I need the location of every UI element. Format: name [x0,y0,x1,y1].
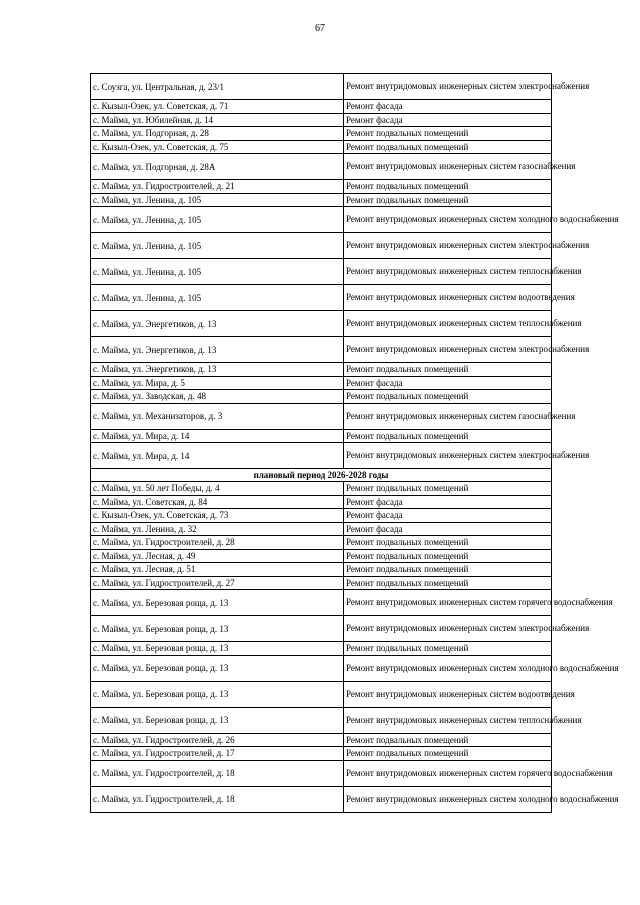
work-type-cell: Ремонт подвальных помещений [344,180,552,194]
table-row [91,140,552,154]
address-cell: с. Майма, ул. Лесная, д. 49 [91,549,344,563]
work-type-cell: Ремонт внутридомовых инженерных систем холодного водоснабжения [344,655,552,681]
table-row [91,403,552,429]
table-row [91,786,552,812]
table-row [91,74,552,100]
table-row [91,576,552,590]
address-cell: с. Майма, ул. Подгорная, д. 28А [91,154,344,180]
work-type-cell: Ремонт внутридомовых инженерных систем газоснабжения [344,403,552,429]
address-cell: с. Майма, ул. Мира, д. 14 [91,429,344,443]
address-cell: с. Майма, ул. Энергетиков, д. 13 [91,337,344,363]
address-cell: с. Майма, ул. Березовая роща, д. 13 [91,681,344,707]
table-row [91,193,552,207]
work-type-cell: Ремонт внутридомовых инженерных систем холодного водоснабжения [344,207,552,233]
table-row [91,337,552,363]
address-cell: с. Майма, ул. Мира, д. 5 [91,376,344,390]
section-header-group [91,469,552,482]
table-row [91,100,552,114]
address-cell: с. Майма, ул. Ленина, д. 32 [91,522,344,536]
address-cell: с. Майма, ул. Энергетиков, д. 13 [91,363,344,377]
work-type-cell: Ремонт подвальных помещений [344,747,552,761]
work-type-cell: Ремонт фасада [344,113,552,127]
work-type-cell: Ремонт подвальных помещений [344,140,552,154]
work-type-cell: Ремонт фасада [344,100,552,114]
address-cell: с. Майма, ул. 50 лет Победы, д. 4 [91,482,344,496]
work-type-cell: Ремонт внутридомовых инженерных систем газоснабжения [344,154,552,180]
work-type-cell: Ремонт внутридомовых инженерных систем водоотведения [344,285,552,311]
table-row [91,760,552,786]
table-row [91,259,552,285]
address-cell: с. Майма, ул. Ленина, д. 105 [91,285,344,311]
address-cell: с. Майма, ул. Юбилейная, д. 14 [91,113,344,127]
table-row [91,707,552,733]
work-type-cell: Ремонт внутридомовых инженерных систем горячего водоснабжения [344,590,552,616]
work-type-cell: Ремонт фасада [344,522,552,536]
table-row [91,285,552,311]
work-type-cell: Ремонт внутридомовых инженерных систем электроснабжения [344,233,552,259]
address-cell: с. Кызыл-Озек, ул. Советская, д. 73 [91,509,344,523]
address-cell: с. Майма, ул. Березовая роща, д. 13 [91,616,344,642]
table-row [91,113,552,127]
rows-planned-period [91,482,619,813]
address-cell: с. Майма, ул. Гидростроителей, д. 21 [91,180,344,194]
table-row [91,154,552,180]
work-type-cell: Ремонт фасада [344,495,552,509]
page-number: 67 [315,23,325,34]
table-row [91,233,552,259]
repair-schedule-table [90,73,619,813]
address-cell: с. Майма, ул. Гидростроителей, д. 17 [91,747,344,761]
table-row [91,443,552,469]
table-row [91,495,552,509]
work-type-cell: Ремонт подвальных помещений [344,429,552,443]
work-type-cell: Ремонт подвальных помещений [344,563,552,577]
address-cell: с. Кызыл-Озек, ул. Советская, д. 75 [91,140,344,154]
work-type-cell: Ремонт внутридомовых инженерных систем теплоснабжения [344,707,552,733]
address-cell: с. Майма, ул. Советская, д. 84 [91,495,344,509]
table-row [91,642,552,656]
address-cell: с. Майма, ул. Гидростроителей, д. 26 [91,733,344,747]
section-header-row [91,469,552,482]
work-type-cell: Ремонт внутридомовых инженерных систем электроснабжения [344,74,552,100]
table-row [91,127,552,141]
table-row [91,522,552,536]
address-cell: с. Майма, ул. Гидростроителей, д. 18 [91,786,344,812]
table-row [91,509,552,523]
address-cell: с. Майма, ул. Березовая роща, д. 13 [91,642,344,656]
work-type-cell: Ремонт подвальных помещений [344,536,552,550]
table-row [91,376,552,390]
work-type-cell: Ремонт внутридомовых инженерных систем водоотведения [344,681,552,707]
work-type-cell: Ремонт подвальных помещений [344,549,552,563]
table-row [91,733,552,747]
address-cell: с. Майма, ул. Березовая роща, д. 13 [91,590,344,616]
work-type-cell: Ремонт внутридомовых инженерных систем электроснабжения [344,337,552,363]
work-type-cell: Ремонт подвальных помещений [344,733,552,747]
work-type-cell: Ремонт подвальных помещений [344,127,552,141]
address-cell: с. Майма, ул. Березовая роща, д. 13 [91,655,344,681]
address-cell: с. Майма, ул. Энергетиков, д. 13 [91,311,344,337]
address-cell: с. Соузга, ул. Центральная, д. 23/1 [91,74,344,100]
table-row [91,536,552,550]
work-type-cell: Ремонт подвальных помещений [344,576,552,590]
address-cell: с. Майма, ул. Гидростроителей, д. 28 [91,536,344,550]
work-type-cell: Ремонт внутридомовых инженерных систем электроснабжения [344,616,552,642]
address-cell: с. Майма, ул. Мира, д. 14 [91,443,344,469]
work-type-cell: Ремонт внутридомовых инженерных систем теплоснабжения [344,259,552,285]
table-row [91,429,552,443]
table-row [91,207,552,233]
table-row [91,590,552,616]
table-row [91,681,552,707]
work-type-cell: Ремонт подвальных помещений [344,363,552,377]
table-row [91,180,552,194]
table-row [91,363,552,377]
work-type-cell: Ремонт внутридомовых инженерных систем горячего водоснабжения [344,760,552,786]
work-type-cell: Ремонт внутридомовых инженерных систем электроснабжения [344,443,552,469]
section-title: плановый период 2026-2028 годы [91,469,552,482]
work-type-cell: Ремонт подвальных помещений [344,390,552,404]
work-type-cell: Ремонт фасада [344,376,552,390]
table-row [91,563,552,577]
address-cell: с. Майма, ул. Заводская, д. 48 [91,390,344,404]
address-cell: с. Майма, ул. Ленина, д. 105 [91,259,344,285]
address-cell: с. Майма, ул. Механизаторов, д. 3 [91,403,344,429]
address-cell: с. Майма, ул. Ленина, д. 105 [91,193,344,207]
table-row [91,390,552,404]
address-cell: с. Майма, ул. Гидростроителей, д. 18 [91,760,344,786]
table-row [91,549,552,563]
work-type-cell: Ремонт подвальных помещений [344,193,552,207]
table-row [91,616,552,642]
table-row [91,311,552,337]
address-cell: с. Майма, ул. Ленина, д. 105 [91,233,344,259]
address-cell: с. Майма, ул. Гидростроителей, д. 27 [91,576,344,590]
work-type-cell: Ремонт фасада [344,509,552,523]
table-row [91,482,552,496]
work-type-cell: Ремонт внутридомовых инженерных систем теплоснабжения [344,311,552,337]
address-cell: с. Майма, ул. Березовая роща, д. 13 [91,707,344,733]
address-cell: с. Майма, ул. Лесная, д. 51 [91,563,344,577]
address-cell: с. Кызыл-Озек, ул. Советская, д. 71 [91,100,344,114]
address-cell: с. Майма, ул. Подгорная, д. 28 [91,127,344,141]
table-row [91,747,552,761]
work-type-cell: Ремонт подвальных помещений [344,642,552,656]
work-type-cell: Ремонт подвальных помещений [344,482,552,496]
rows-current-period [91,74,619,469]
table-row [91,655,552,681]
work-type-cell: Ремонт внутридомовых инженерных систем холодного водоснабжения [344,786,552,812]
address-cell: с. Майма, ул. Ленина, д. 105 [91,207,344,233]
